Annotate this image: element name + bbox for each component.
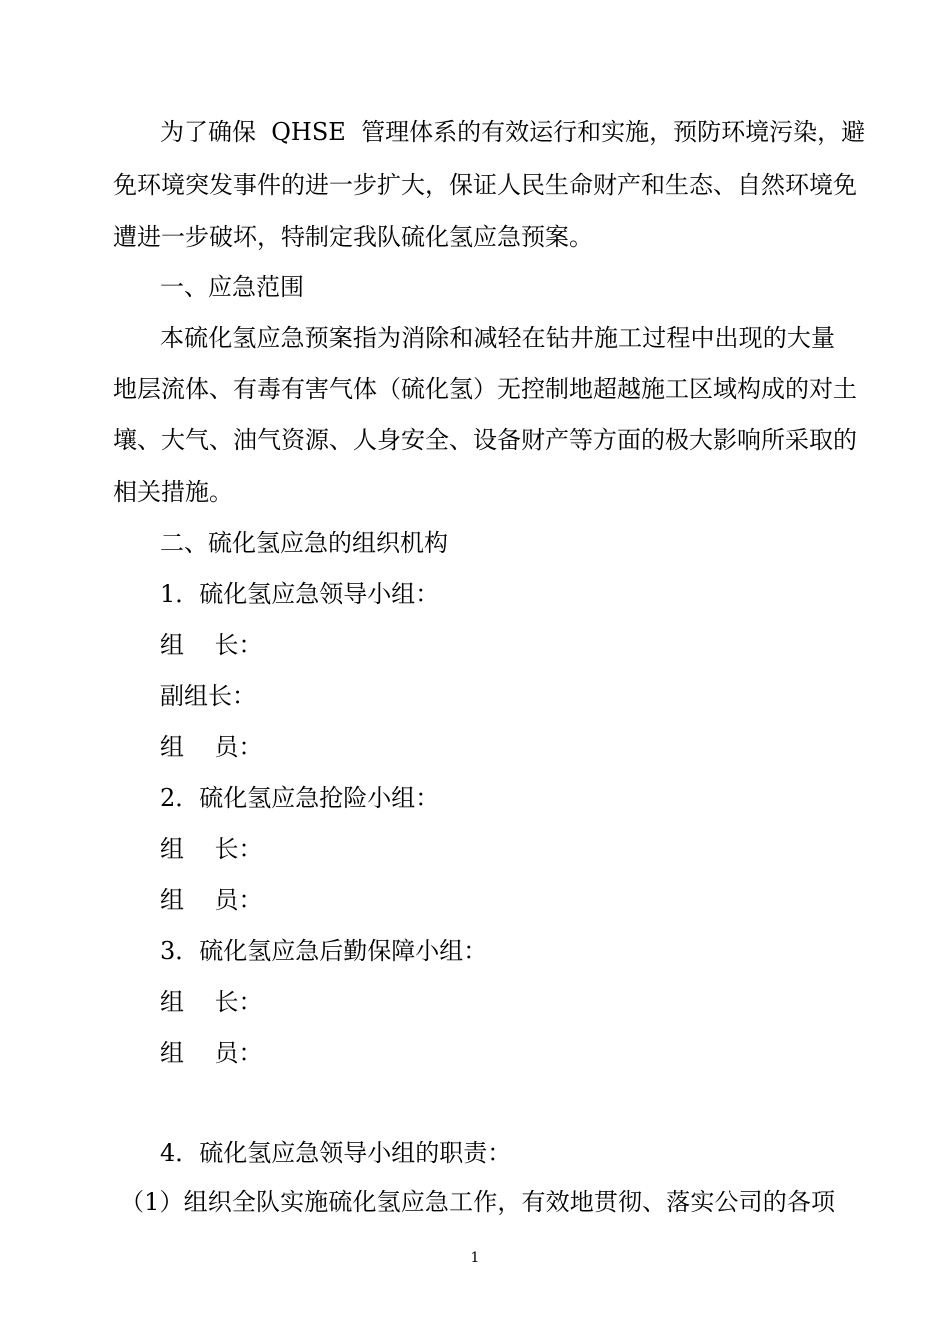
section-1-line-1: 本硫化氢应急预案指为消除和减轻在钻井施工过程中出现的大量 — [160, 324, 835, 352]
group-1-title: 1．硫化氢应急领导小组： — [160, 580, 440, 608]
intro-line-3: 遭进一步破坏，特制定我队硫化氢应急预案。 — [113, 223, 593, 251]
group-2-members: 组 员： — [160, 886, 263, 914]
section-1-line-2: 地层流体、有毒有害气体（硫化氢）无控制地超越施工区域构成的对土 — [113, 375, 857, 403]
intro-line-2: 免环境突发事件的进一步扩大，保证人民生命财产和生态、自然环境免 — [113, 171, 857, 199]
duty-1: （1）组织全队实施硫化氢应急工作，有效地贯彻、落实公司的各项 — [120, 1188, 835, 1216]
duties-title: 4．硫化氢应急领导小组的职责： — [160, 1139, 512, 1167]
section-1-line-3: 壤、大气、油气资源、人身安全、设备财产等方面的极大影响所采取的 — [113, 426, 857, 454]
intro-line-1: 为了确保 QHSE 管理体系的有效运行和实施，预防环境污染，避 — [160, 118, 866, 146]
page-number: 1 — [470, 1250, 480, 1266]
group-3-leader: 组 长： — [160, 988, 263, 1016]
section-1-line-4: 相关措施。 — [113, 478, 233, 506]
group-1-deputy: 副组长： — [160, 682, 256, 710]
group-1-leader: 组 长： — [160, 631, 263, 659]
group-3-members: 组 员： — [160, 1039, 263, 1067]
group-3-title: 3．硫化氢应急后勤保障小组： — [160, 937, 488, 965]
group-2-title: 2．硫化氢应急抢险小组： — [160, 784, 440, 812]
section-1-title: 一、应急范围 — [160, 273, 304, 301]
group-1-members: 组 员： — [160, 733, 263, 761]
group-2-leader: 组 长： — [160, 835, 263, 863]
section-2-title: 二、硫化氢应急的组织机构 — [160, 529, 448, 557]
